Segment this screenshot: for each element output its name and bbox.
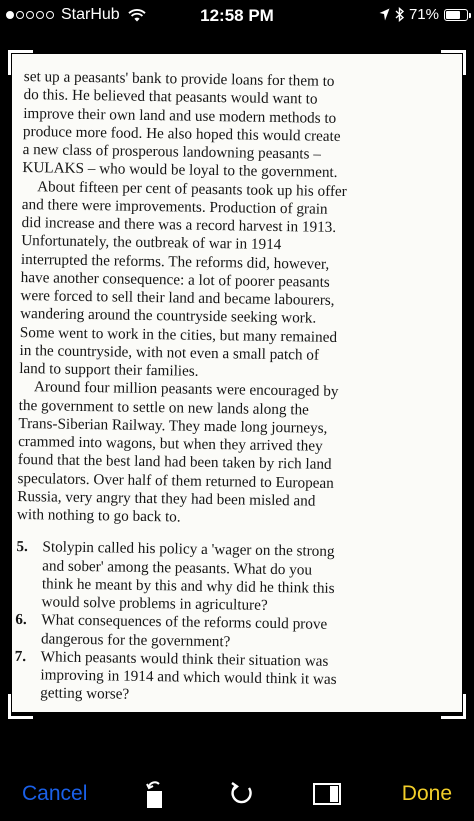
question-number: 6. xyxy=(15,611,27,629)
text-line: the government to settle on new lands along the xyxy=(18,396,309,419)
text-line: Russia, very angry that they had been misled and xyxy=(17,487,316,510)
text-line: with nothing to go back to. xyxy=(16,505,181,526)
crop-aspect-icon xyxy=(312,782,342,806)
text-line: set up a peasants' bank to provide loans for them to xyxy=(23,68,335,90)
text-line: getting worse? xyxy=(40,684,130,703)
text-line: were forced to sell their land and became labourers, xyxy=(20,286,335,309)
text-line: did increase and there was a record harvest in 1913. xyxy=(21,213,337,236)
crop-handle-bottom-left[interactable] xyxy=(8,694,33,719)
crop-handle-bottom-right[interactable] xyxy=(441,694,466,719)
paragraph-1 xyxy=(22,68,446,184)
question-text xyxy=(41,612,327,653)
text-line: do this. He believed that peasants would want to xyxy=(23,86,318,108)
status-bar xyxy=(0,0,474,32)
text-line: and sober' among the peasants. What do you xyxy=(42,556,313,579)
text-line: speculators. Over half of them returned to European xyxy=(17,469,334,492)
rotate-button[interactable] xyxy=(143,776,171,812)
text-line: KULAKS – who would be loyal to the government. xyxy=(22,159,338,182)
text-line: wandering around the countryside seeking work. xyxy=(20,305,317,327)
text-line: and there were improvements. Production of grain xyxy=(21,195,328,218)
battery-fill xyxy=(446,11,460,19)
text-line: improving in 1914 and which would think it was xyxy=(40,666,337,688)
paragraph-2 xyxy=(19,177,444,384)
question-number: 5. xyxy=(16,538,29,556)
status-time: 12:58 PM xyxy=(200,6,274,25)
status-right xyxy=(379,6,468,23)
text-line: interrupted the reforms. The reforms did, however, xyxy=(20,250,330,273)
text-line: would solve problems in agriculture? xyxy=(41,593,268,614)
text-line: found that the best land had been taken by rich land xyxy=(17,451,332,474)
crop-handle-top-right[interactable] xyxy=(441,50,466,75)
text-line: What consequences of the reforms could prove xyxy=(41,611,328,634)
bottom-toolbar xyxy=(0,768,474,821)
text-line: land to support their families. xyxy=(19,359,199,380)
text-line: Stolypin called his policy a 'wager on the strong xyxy=(42,538,335,561)
questions-list xyxy=(14,538,439,709)
text-line: in the countryside, with not even a small patch of xyxy=(19,341,320,364)
text-line: improve their own land and use modern methods to xyxy=(23,104,337,127)
question-text xyxy=(41,539,335,617)
done-button[interactable]: Done xyxy=(401,782,452,805)
crop-handle-top-left[interactable] xyxy=(8,50,33,75)
location-arrow-icon xyxy=(379,8,390,21)
text-line: Trans-Siberian Railway. They made long journeys, xyxy=(18,414,328,437)
reset-button[interactable] xyxy=(228,776,258,812)
text-line: have another consequence: a lot of poorer peasants xyxy=(20,268,330,291)
question-number: 7. xyxy=(14,647,27,665)
text-line: Which peasants would think their situation was xyxy=(40,648,329,670)
text-line: crammed into wagons, but when they arrived they xyxy=(17,432,323,455)
question-text xyxy=(40,648,337,707)
text-line: produce more food. He also hoped this would create xyxy=(22,122,341,145)
question-item xyxy=(15,538,438,618)
text-line: About fifteen per cent of peasants took up his offer xyxy=(37,177,347,200)
text-line: Unfortunately, the outbreak of war in 1914 xyxy=(21,232,282,254)
question-item xyxy=(14,648,437,709)
carrier-name: StarHub xyxy=(61,6,120,23)
reset-icon xyxy=(228,780,256,808)
bluetooth-icon xyxy=(395,7,404,22)
aspect-ratio-button[interactable] xyxy=(312,776,342,812)
text-line: Around four million peasants were encouraged by xyxy=(33,378,339,401)
text-line: a new class of prosperous landowning peasants – xyxy=(22,140,322,163)
battery-icon xyxy=(444,9,468,21)
page-text xyxy=(14,68,446,709)
cancel-button[interactable]: Cancel xyxy=(22,782,88,805)
text-line: think he meant by this and why did he think this xyxy=(41,575,335,597)
rotate-icon xyxy=(143,778,169,810)
paragraph-3 xyxy=(17,378,441,531)
battery-percentage: 71% xyxy=(408,6,439,23)
text-line: Some went to work in the cities, but many remained xyxy=(19,323,338,346)
text-line: dangerous for the government? xyxy=(40,629,231,650)
scanned-document xyxy=(12,54,462,712)
